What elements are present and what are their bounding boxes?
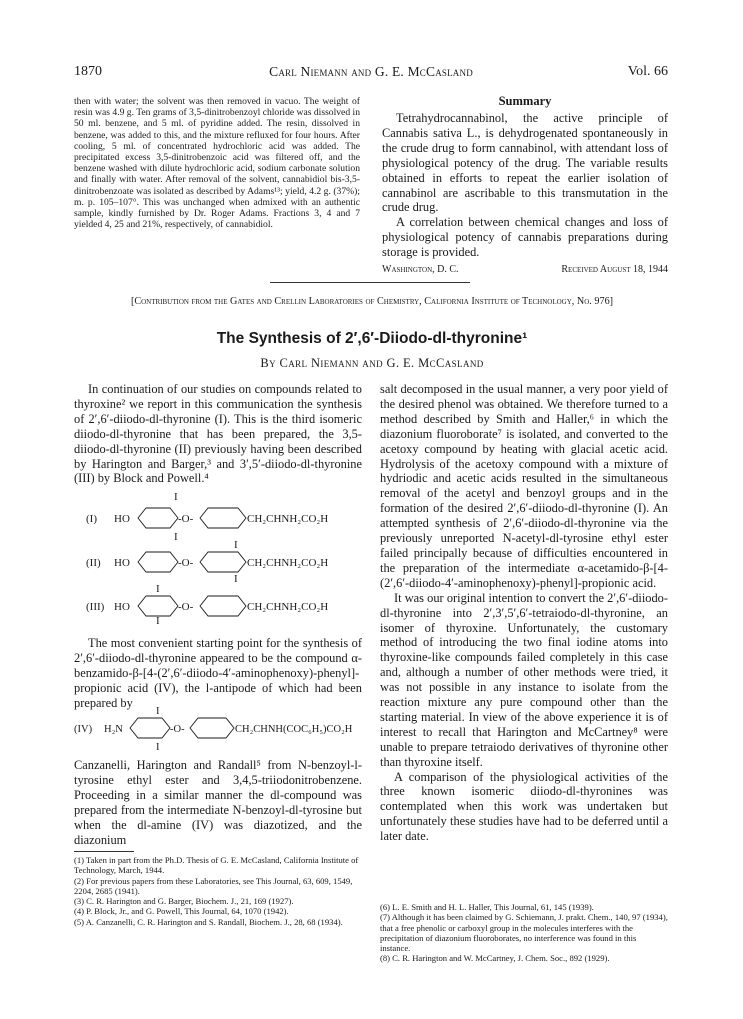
left-paragraph-1: In continuation of our studies on compounds related to thyroxine² we report in this communication the synthesis of 2′,6′-diiodo-dl-thyronine (I). This is the third isomeric diiodo-dl-thyronine that has been prepared, the 3,5-diiodo-dl-thyronine (II) previously having been described by Harington and Barger,³ and 3′,5′-diiodo-dl-thyronine (III) by Block and Powell.⁴	[74, 382, 362, 486]
right-paragraph-2: It was our original intention to convert the 2′,6′-diiodo-dl-thyronine into 2′,3′,5′,6′-tetraiodo-dl-thyronine, an isomer of thyroxine. Unfortunately, the customary method of introducing the two final iodine atoms into thyroxine-like compounds failed completely in this case and, although a number of other methods were tried, it was not possible in any instance to isolate from the reaction mixture any pure compound other than the starting material. In view of the above experience it is of interest to recall that Harington and McCartney⁸ were unable to prepare tetraiodo derivatives of thyronine other than thyroxine itself.	[380, 590, 668, 769]
struct-4-ether: -O-	[170, 724, 185, 735]
struct-1-side-chain: CH₂CHNH₂CO₂H	[247, 513, 329, 525]
structure-block	[86, 491, 376, 629]
structure-iv-block	[74, 706, 376, 755]
section-divider	[270, 282, 470, 283]
footnote-7: (7) Although it has been claimed by G. Schiemann, J. prakt. Chem., 140, 97 (1934), that a free phenolic or carboxyl group in the molecules interferes with the precipitation of diazonium fluoroborates, no interference was found in this instance.	[380, 912, 668, 954]
struct-2-left-group: HO	[114, 557, 130, 569]
struct-2-label: (II)	[86, 557, 101, 569]
struct-1-ether: -O-	[178, 513, 194, 525]
left-column-paragraph-2	[74, 636, 362, 711]
struct-1-left-group: HO	[114, 513, 130, 525]
footnote-5: (5) A. Canzanelli, C. R. Harington and S. Randall, Biochem. J., 28, 68 (1934).	[74, 916, 343, 927]
right-paragraph-1: salt decomposed in the usual manner, a very poor yield of the desired phenol was obtained. We therefore turned to a method described by Smith and Haller,⁶ in which the diazonium fluoroborate⁷ is isolated, and converted to the acetoxy compound by heating with glacial acetic acid. Hydrolysis of the acetoxy compound with a mixture of hydriodic and acetic acids resulted in the simultaneous removal of the acetyl and benzoyl groups and in the formation of the desired 2′,6′-diiodo-dl-thyronine (I). An attempted synthesis of 2′,6′-diiodo-dl-thyronine via the previously unreported N-acetyl-dl-tyrosine ethyl ester failed principally because of difficulties encountered in the preparation of the intermediate α-acetamido-β-[4-(2′,6′-diiodo-4′-aminophenoxy)-phenyl]-propionic acid.	[380, 382, 668, 590]
struct-1-ring-b	[200, 508, 246, 528]
footnote-3: (3) C. R. Harington and G. Barger, Biochem. J., 21, 169 (1927).	[74, 896, 294, 907]
struct-2-ring-b	[200, 552, 246, 572]
footnotes-right	[380, 902, 668, 964]
struct-2-ring-a	[138, 552, 178, 572]
summary-paragraph-2: A correlation between chemical changes and loss of physiological potency of cannabis preparations during storage is provided.	[382, 215, 668, 260]
article-title: The Synthesis of 2′,6′-Diiodo-dl-thyronine¹	[216, 330, 528, 347]
struct-3-ring-a	[138, 596, 178, 616]
right-column-body	[380, 382, 668, 844]
footnote-8: (8) C. R. Harington and W. McCartney, J. Chem. Soc., 892 (1929).	[380, 953, 610, 964]
page-number: 1870	[74, 64, 102, 79]
struct-1-label: (I)	[86, 513, 97, 525]
struct-1-iodine-bottom: I	[174, 531, 178, 543]
volume-label: Vol. 66	[627, 64, 668, 79]
footnote-4: (4) P. Block, Jr., and G. Powell, This Journal, 64, 1070 (1942).	[74, 906, 289, 917]
struct-4-label: (IV)	[74, 724, 93, 735]
received-date: Received August 18, 1944	[561, 264, 668, 276]
left-paragraph-3: Canzanelli, Harington and Randall⁵ from N-benzoyl-l-tyrosine ethyl ester and 3,4,5-triiodonitrobenzene. Proceeding in a similar manner the dl-compound was prepared from the intermediate N-benzoyl-dl-tyrosine but when the dl-amine (IV) was diazotized, and the diazonium	[74, 758, 362, 847]
footnote-6: (6) L. E. Smith and H. L. Haller, This Journal, 61, 145 (1939).	[380, 902, 594, 912]
struct-4-left-group: H₂N	[104, 724, 123, 735]
running-title: Carl Niemann and G. E. McCasland	[269, 64, 473, 79]
signature-line	[382, 264, 668, 275]
left-column-intro	[74, 382, 362, 486]
structure-diagram	[86, 491, 376, 627]
left-column-paragraph-3	[74, 758, 362, 847]
previous-article-experimental	[74, 96, 360, 230]
struct-3-ether: -O-	[178, 601, 194, 613]
structure-iv-diagram	[74, 706, 376, 753]
struct-2-ether: -O-	[178, 557, 194, 569]
struct-3-iodine-bottom: I	[156, 615, 160, 627]
struct-3-ring-b	[200, 596, 246, 616]
struct-1-ring-a	[138, 508, 178, 528]
struct-4-ring-b	[190, 718, 234, 738]
contribution-note: [Contribution from the Gates and Crellin Laboratories of Chemistry, California Institute of Technology, No. 976]	[130, 296, 614, 307]
struct-3-side-chain: CH₂CHNH₂CO₂H	[247, 601, 329, 613]
running-header	[74, 64, 668, 82]
article-byline: By Carl Niemann and G. E. McCasland	[260, 356, 484, 370]
struct-4-side-chain: CH₂CHNH(COC₆H₅)CO₂H	[235, 724, 353, 735]
struct-4-iodine-top: I	[156, 706, 160, 717]
struct-2-side-chain: CH₂CHNH₂CO₂H	[247, 557, 329, 569]
struct-3-iodine-top: I	[156, 583, 160, 595]
footnote-rule	[74, 851, 134, 852]
struct-4-iodine-bottom: I	[156, 742, 160, 753]
experimental-paragraph: then with water; the solvent was then removed in vacuo. The weight of resin was 4.9 g. Ten grams of 3,5-dinitrobenzoyl chloride was dissolved in 50 ml. benzene, and 5 ml. of pyridine added. The resin, dissolved in benzene, was added to this, and the mixture refluxed for four hours. After cooling, 5 ml. of concentrated hydrochloric acid was added. The precipitated excess 3,5-dinitrobenzoic acid was filtered off, and the benzene washed with dilute hydrochloric acid, sodium carbonate solution and finally with water. After removal of the solvent, cannabidiol bis-3,5-dinitrobenzoate was isolated as described by Adams¹³; yield, 4.2 g. (37%); m. p. 105–107°. This was unchanged when admixed with an authentic sample, kindly furnished by Dr. Roger Adams. Fractions 3, 4 and 7 yielded 4, 25 and 21%, respectively, of cannabidiol.	[74, 96, 360, 231]
struct-3-left-group: HO	[114, 601, 130, 613]
struct-1-iodine-top: I	[174, 491, 178, 503]
footnote-1: (1) Taken in part from the Ph.D. Thesis of G. E. McCasland, California Institute of Technology, March, 1944.	[74, 855, 359, 876]
footnote-2: (2) For previous papers from these Laboratories, see This Journal, 63, 609, 1549, 2204, 2685 (1941).	[74, 875, 353, 896]
footnotes-left	[74, 848, 362, 927]
left-paragraph-2: The most convenient starting point for the synthesis of 2′,6′-diiodo-dl-thyronine appeared to be the compound α-benzamido-β-[4-(2′,6′-diiodo-4′-aminophenoxy)-phenyl]-propionic acid (IV), the l-antipode of which had been prepared by	[74, 636, 362, 710]
summary-heading: Summary	[498, 94, 552, 108]
struct-4-ring-a	[130, 718, 170, 738]
summary-section	[382, 94, 668, 275]
right-paragraph-3: A comparison of the physiological activities of the three known isomeric diiodo-dl-thyronines was contemplated when this work was undertaken but unfortunately these studies have had to be deferred until a later date.	[380, 769, 668, 844]
struct-2-iodine-bottom: I	[234, 573, 238, 585]
summary-paragraph-1: Tetrahydrocannabinol, the active principle of Cannabis sativa L., is dehydrogenated spontaneously in the crude drug to form cannabinol, with attendant loss of physiological potency of the drug. The variable results obtained in efforts to repeat the earlier isolation of cannabinol are ascribable to this transmutation in the crude drug.	[382, 111, 668, 215]
struct-3-label: (III)	[86, 601, 105, 613]
location-text: Washington, D. C.	[382, 264, 459, 276]
struct-2-iodine-top: I	[234, 539, 238, 551]
